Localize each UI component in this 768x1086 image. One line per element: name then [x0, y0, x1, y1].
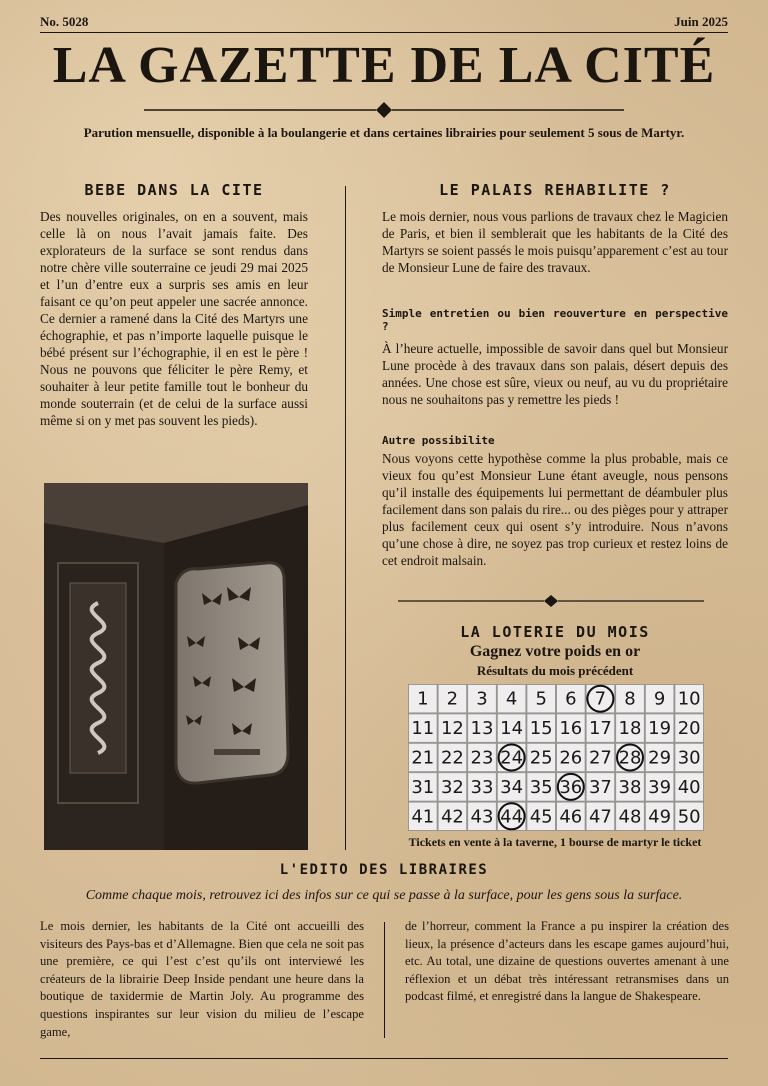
palais-body-1: À l’heure actuelle, impossible de savoir dans quel but Monsieur Lune procède à des travaux dans son palais, désert depuis des années. Une chose est sûre, vieux ou neuf, au vu du propriétaire nous ne souhaitons pas y remettre les pieds !	[382, 341, 728, 407]
lottery-number: 22	[440, 747, 464, 769]
masthead-title: LA GAZETTE DE LA CITÉ	[52, 37, 716, 94]
lottery-number: 10	[677, 688, 701, 710]
lottery-number: 49	[648, 806, 672, 828]
lottery-number: 30	[677, 747, 701, 769]
lottery-number: 11	[411, 718, 435, 740]
column-divider	[345, 186, 346, 850]
palais-subheading-1: Simple entretien ou bien reouverture en perspective ?	[382, 307, 728, 333]
lottery-number: 2	[446, 688, 459, 710]
lottery-number: 31	[411, 776, 435, 798]
lottery-number: 28	[618, 747, 642, 769]
lottery-number: 4	[505, 688, 518, 710]
lottery-number: 40	[677, 776, 701, 798]
lottery-number: 17	[588, 718, 612, 740]
lottery-number: 42	[440, 806, 464, 828]
bebe-heading: BEBE DANS LA CITE	[84, 181, 264, 199]
ornament-divider	[144, 100, 624, 120]
tickets-note: Tickets en vente à la taverne, 1 bourse de martyr le ticket	[408, 835, 702, 849]
lottery-number: 39	[648, 776, 672, 798]
edito-column-divider	[384, 922, 385, 1038]
lottery-number: 9	[653, 688, 666, 710]
lottery-number: 14	[500, 718, 524, 740]
edito-column-2: de l’horreur, comment la France a pu inspirer la création des lieux, la présence d’acteurs dans les escape games aujourd’hui, etc. Au total, une dizaine de questions ouvertes amenant à une réflexion et un débat très intéressant retransmises dans un podcast filmé, et enregistré dans la langue de Shakespeare.	[405, 919, 729, 1004]
lottery-number: 41	[411, 806, 435, 828]
lottery-number: 1	[417, 688, 429, 710]
lottery-number: 47	[588, 806, 612, 828]
lottery-number: 36	[559, 776, 583, 798]
lottery-number: 20	[677, 718, 701, 740]
lottery-number: 46	[559, 806, 583, 828]
lottery-number: 8	[624, 688, 636, 710]
lottery-number: 37	[588, 776, 612, 798]
lottery-number: 34	[500, 776, 524, 798]
butterfly-room-photo	[44, 483, 308, 850]
top-rule	[40, 32, 728, 33]
lottery-number: 45	[529, 806, 553, 828]
lottery-number: 7	[594, 688, 607, 710]
tagline: Parution mensuelle, disponible à la boulangerie et dans certaines librairies pour seulement 5 sous de Martyr.	[83, 125, 685, 140]
ornament-divider-small	[398, 593, 704, 609]
lottery-number: 6	[565, 688, 577, 710]
lottery-number: 19	[648, 718, 672, 740]
lottery-number: 24	[500, 747, 524, 769]
loterie-subtitle: Gagnez votre poids en or	[469, 643, 641, 660]
issue-date: Juin 2025	[674, 14, 728, 29]
lottery-number: 16	[559, 718, 583, 740]
lottery-number: 15	[529, 718, 553, 740]
lottery-number: 27	[588, 747, 612, 769]
palais-body-2: Nous voyons cette hypothèse comme la plus probable, mais ce vieux fou qu’est Monsieur Lune étant aveugle, nous pensons qu’il installe des équipements lui permettant de déambuler plus facilement dans son palais du rire... ou des pièges pour y attraper plus facilement ceux qui osent s’y introduire. Nous n’avons qu’une chose à dire, ne soyez pas trop curieux et restez loins de cet endroit malsain.	[382, 451, 728, 568]
lottery-number: 32	[440, 776, 464, 798]
edito-column-1: Le mois dernier, les habitants de la Cité ont accueilli des visiteurs des Pays-bas et d’Allemagne. Bien que cela ne soit pas une première, ce qui l’est c’est qu’ils ont interviewé les créateurs de la librairie Deep Inside pendant une heure dans la boutique de taxidermie de Martin Joly. Au programme des questions inspirantes sur leur vision du milieu de l’escape game,	[40, 919, 364, 1039]
lottery-number: 33	[470, 776, 494, 798]
bottom-rule	[40, 1058, 728, 1059]
lottery-number: 5	[535, 688, 547, 710]
lottery-grid	[408, 684, 704, 831]
lottery-number: 3	[476, 688, 488, 710]
lottery-number: 13	[470, 718, 494, 740]
lottery-number: 26	[559, 747, 583, 769]
edito-intro: Comme chaque mois, retrouvez ici des infos sur ce qui se passe à la surface, pour les gens sous la surface.	[85, 888, 683, 903]
lottery-number: 23	[470, 747, 494, 769]
lottery-number: 48	[618, 806, 642, 828]
lottery-number: 44	[500, 806, 524, 828]
lottery-number: 25	[529, 747, 553, 769]
lottery-number: 12	[440, 718, 464, 740]
bebe-article: Des nouvelles originales, on en a souvent, mais celle là on nous l’avait jamais faite. Des explorateurs de la surface se sont rendus dans notre chère ville souterraine ce jeudi 29 mai 2025 et l’un d’entre eux a surpris ses amis en leur faisant ce qu’on peut appeler une sacrée annonce. Ce dernier a ramené dans la Cité des Martyrs une échographie, et pas n’importe laquelle puisque le bébé présent sur l’échographie, il en est le père ! Nous ne pouvons que féliciter le père Remy, et souhaiter à leur petite famille tout le bonheur du monde souterrain (et de celui de la surface aussi même si on y met pas souvent les pieds).	[40, 209, 308, 428]
lottery-number: 18	[618, 718, 642, 740]
lottery-number: 29	[648, 747, 672, 769]
lottery-number: 38	[618, 776, 642, 798]
lottery-number: 21	[411, 747, 435, 769]
lottery-number: 43	[470, 806, 494, 828]
lottery-number: 50	[677, 806, 701, 828]
palais-subheading-2: Autre possibilite	[382, 434, 495, 447]
loterie-results-label: Résultats du mois précédent	[476, 663, 634, 678]
lottery-number: 35	[529, 776, 553, 798]
issue-number: No. 5028	[40, 14, 89, 29]
edito-heading: L'EDITO DES LIBRAIRES	[279, 862, 489, 878]
loterie-heading: LA LOTERIE DU MOIS	[460, 623, 650, 641]
palais-intro: Le mois dernier, nous vous parlions de travaux chez le Magicien de Paris, et bien il semblerait que les habitants de la Cité des Martyrs se soient passés le mois puisqu’apparement c’est au tour de Monsieur Lune de faire des travaux.	[382, 209, 728, 275]
palais-heading: LE PALAIS REHABILITE ?	[439, 181, 671, 199]
